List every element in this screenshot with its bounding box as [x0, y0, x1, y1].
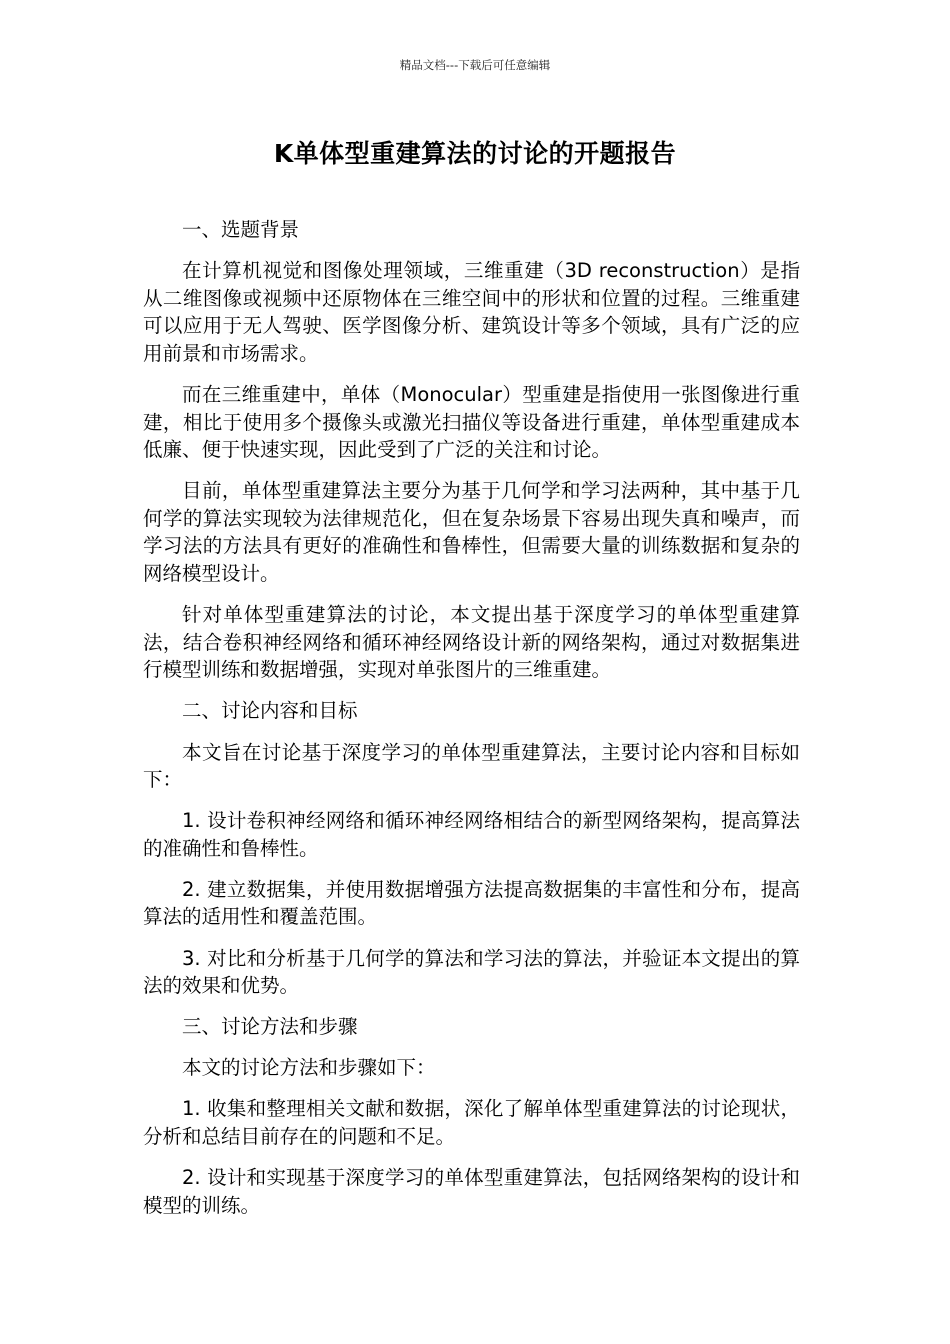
- list-item-goal-2: 2. 建立数据集，并使用数据增强方法提高数据集的丰富性和分布，提高算法的适用性和覆盖范围。: [143, 877, 800, 929]
- paragraph-current-methods: 目前，单体型重建算法主要分为基于几何学和学习法两种，其中基于几何学的算法实现较为法律规范化，但在复杂场景下容易出现失真和噪声，而学习法的方法具有更好的准确性和鲁棒性，但需要大量的训练数据和复杂的网络模型设计。: [143, 479, 800, 586]
- paragraph-3d-reconstruction-intro: 在计算机视觉和图像处理领域，三维重建（3D reconstruction）是指从二维图像或视频中还原物体在三维空间中的形状和位置的过程。三维重建可以应用于无人驾驶、医学图像分析、建筑设计等多个领域，具有广泛的应用前景和市场需求。: [143, 259, 800, 365]
- list-item-goal-1: 1. 设计卷积神经网络和循环神经网络相结合的新型网络架构，提高算法的准确性和鲁棒性。: [143, 809, 800, 860]
- list-item-goal-3: 3. 对比和分析基于几何学的算法和学习法的算法，并验证本文提出的算法的效果和优势。: [143, 946, 800, 998]
- list-item-step-1: 1. 收集和整理相关文献和数据，深化了解单体型重建算法的讨论现状，分析和总结目前存在的问题和不足。: [143, 1097, 800, 1149]
- paragraph-goals-intro: 本文旨在讨论基于深度学习的单体型重建算法，主要讨论内容和目标如下：: [143, 740, 800, 792]
- list-item-step-2: 2. 设计和实现基于深度学习的单体型重建算法，包括网络架构的设计和模型的训练。: [143, 1166, 800, 1217]
- paragraph-monocular-reconstruction: 而在三维重建中，单体（Monocular）型重建是指使用一张图像进行重建，相比于使用多个摄像头或激光扫描仪等设备进行重建，单体型重建成本低廉、便于快速实现，因此受到了广泛的关注和讨论。: [143, 382, 800, 462]
- section-heading-content-goals: 二、讨论内容和目标: [182, 699, 358, 723]
- paragraph-proposed-method: 针对单体型重建算法的讨论，本文提出基于深度学习的单体型重建算法，结合卷积神经网络和循环神经网络设计新的网络架构，通过对数据集进行模型训练和数据增强，实现对单张图片的三维重建。: [143, 603, 800, 682]
- document-body: [143, 216, 800, 1233]
- section-heading-methods-steps: 三、讨论方法和步骤: [182, 1015, 358, 1039]
- paragraph-steps-intro: 本文的讨论方法和步骤如下：: [182, 1056, 436, 1080]
- section-heading-background: 一、选题背景: [182, 218, 300, 241]
- document-title: K单体型重建算法的讨论的开题报告: [273, 139, 677, 168]
- page-header-note: 精品文档---下载后可任意编辑: [399, 58, 551, 72]
